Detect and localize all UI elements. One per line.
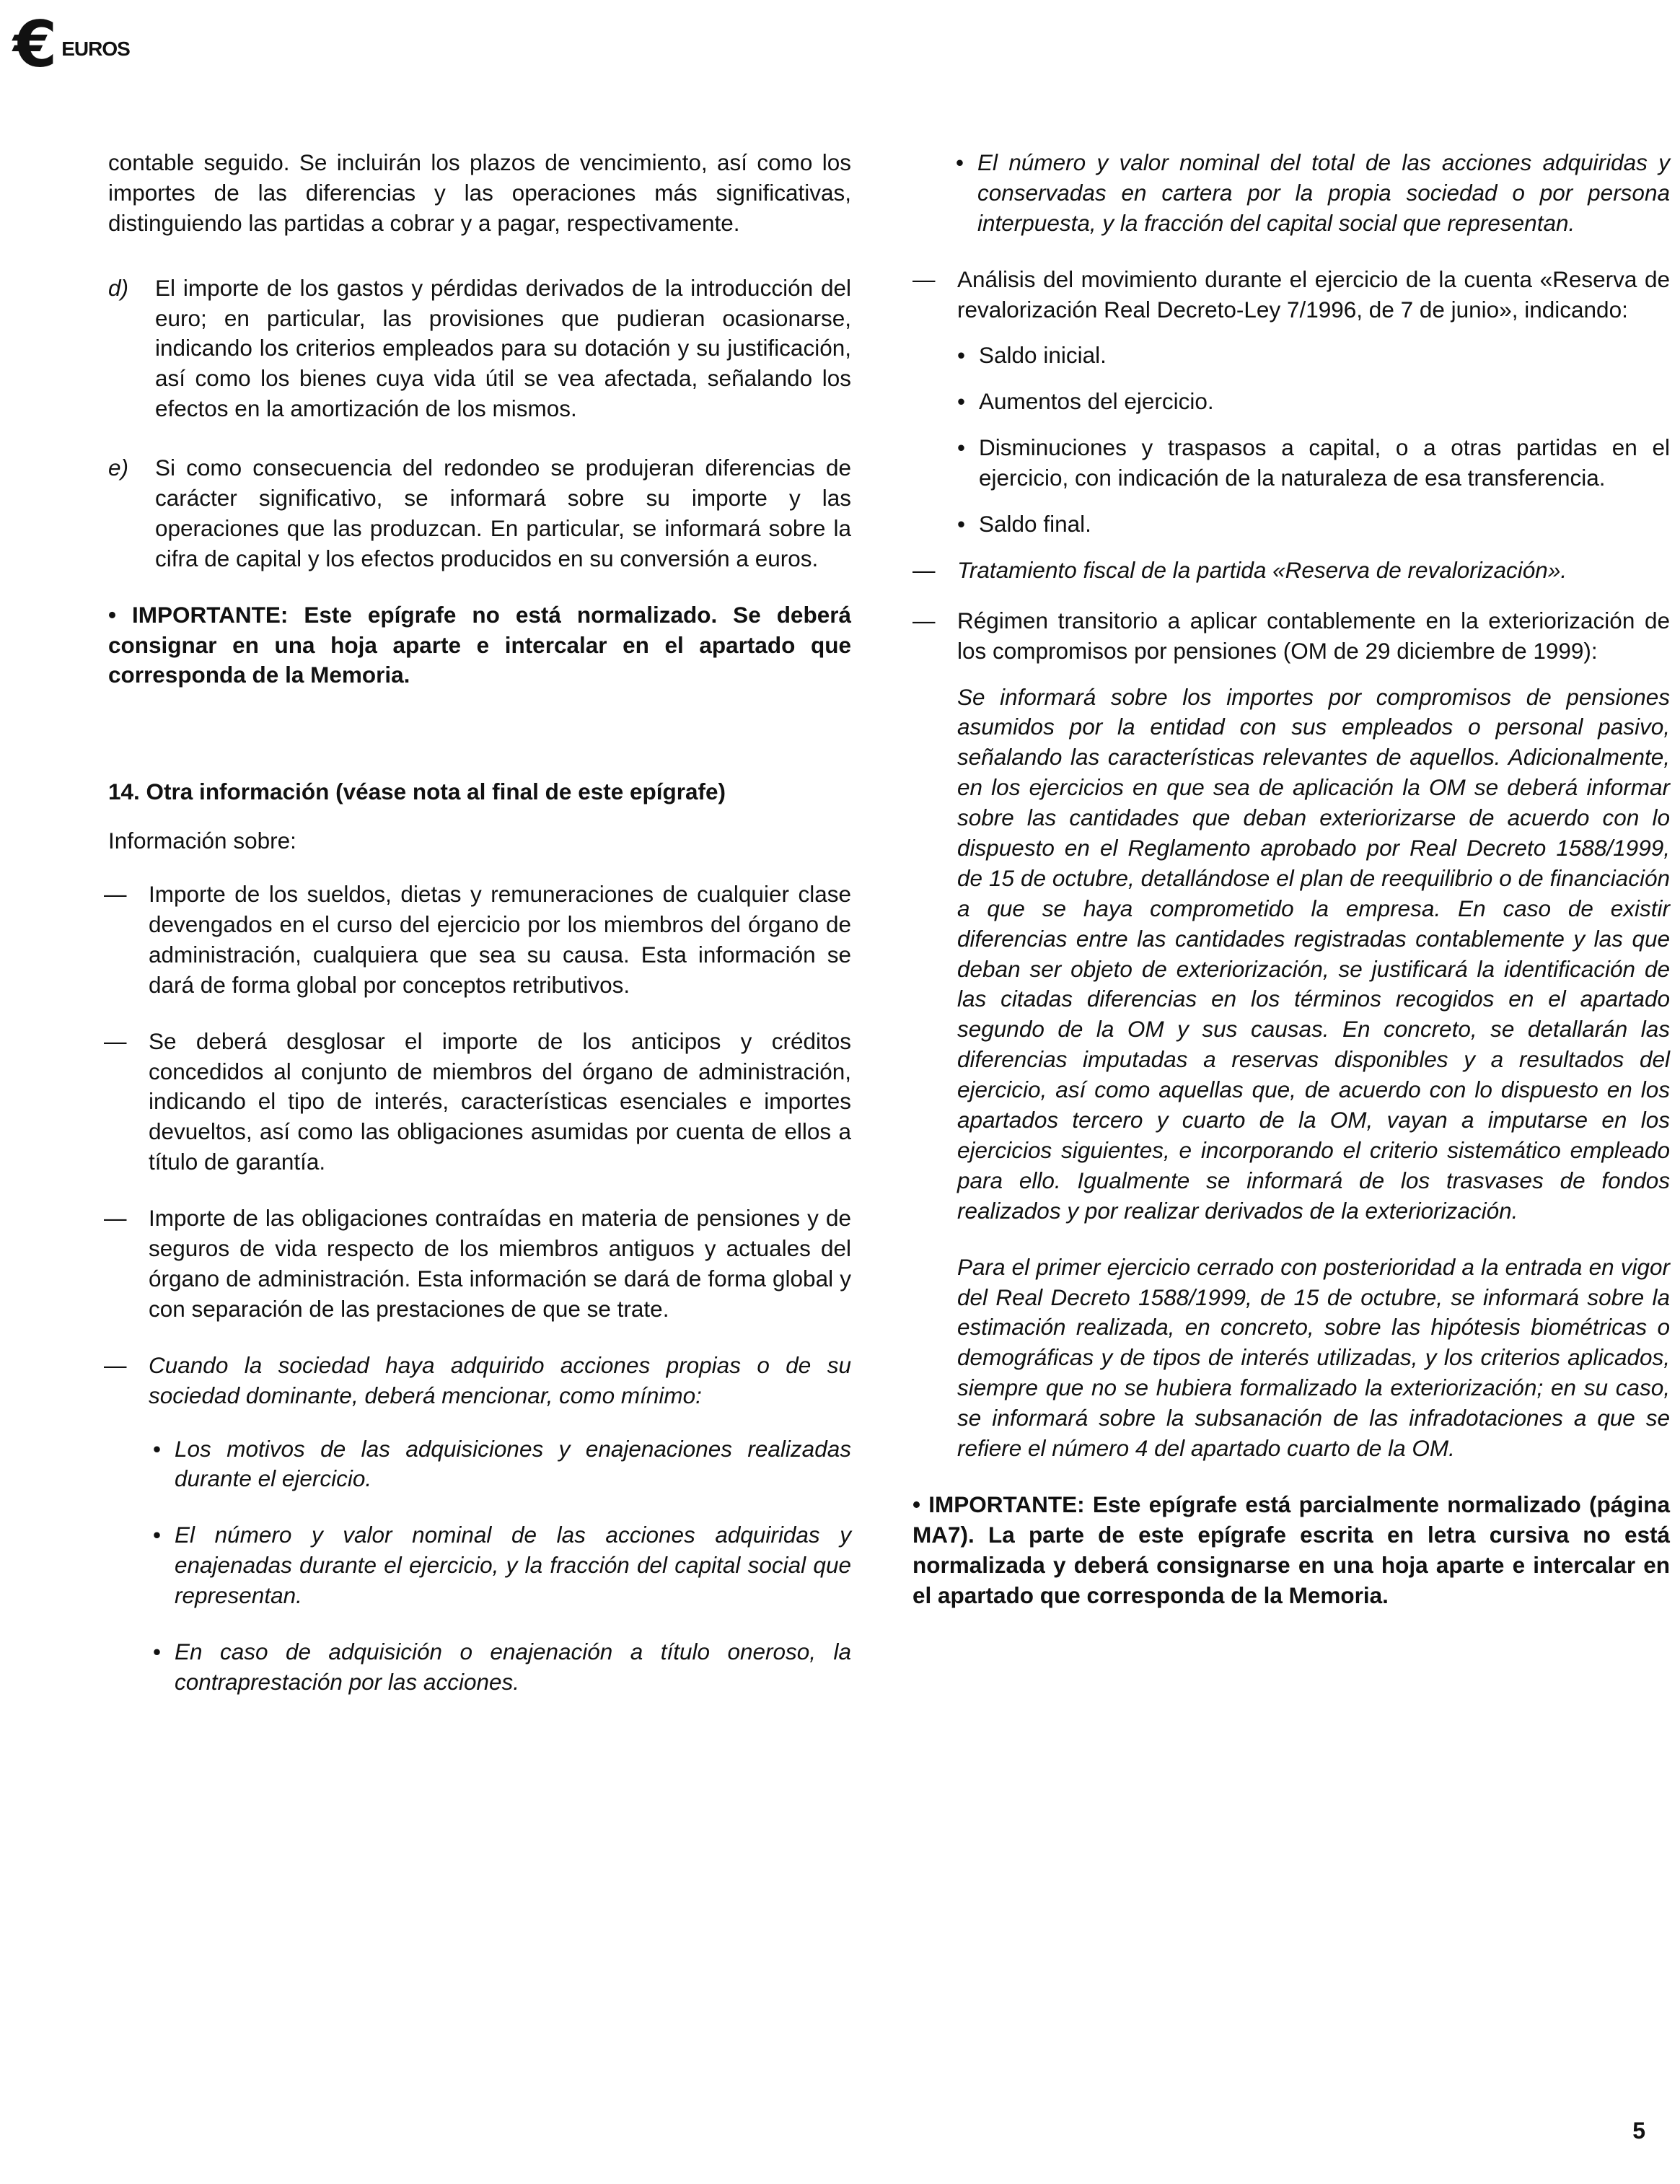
bullet-item bbox=[153, 1520, 851, 1611]
dash-item-text: Análisis del movimiento durante el ejercicio de la cuenta «Reserva de revalorización Real Decreto-Ley 7/1996, de 7 de junio», indicando: bbox=[957, 266, 1670, 323]
bullet-text: Saldo final. bbox=[979, 511, 1091, 538]
item-d-letter: d) bbox=[108, 274, 129, 301]
bullet-text: El número y valor nominal de las acciones adquiridas y enajenadas durante el ejercicio, y la fracción del capital social que representan. bbox=[175, 1522, 851, 1609]
bullet-marker: • bbox=[153, 1638, 162, 1665]
bullet-item bbox=[957, 509, 1670, 540]
bullet-text: Disminuciones y traspasos a capital, o a otras partidas en el ejercicio, con indicación de la naturaleza de esa transferencia. bbox=[979, 434, 1670, 491]
dash-item-acciones-propias bbox=[104, 1351, 851, 1411]
item-d-text: El importe de los gastos y pérdidas derivados de la introducción del euro; en particular, las provisiones que pudieran ocasionarse, indicando los criterios empleados para su dotación y su justificación, así como los bienes cuya vida útil se vea afectada, señalando los efectos en la amortización de los mismos. bbox=[155, 274, 851, 422]
dash-item-text: Importe de las obligaciones contraídas en materia de pensiones y de seguros de vida respecto de los miembros antiguos y actuales del órgano de administración. Esta información se dará de forma global y con separación de las prestaciones de que se trate. bbox=[149, 1205, 851, 1322]
bullet-text: En caso de adquisición o enajenación a título oneroso, la contraprestación por las acciones. bbox=[175, 1638, 851, 1695]
section-heading: 14. Otra información (véase nota al final de este epígrafe) bbox=[108, 779, 726, 805]
euro-logo-icon: € bbox=[13, 7, 58, 82]
dash-item-reserva bbox=[912, 265, 1670, 325]
bullet-text: Aumentos del ejercicio. bbox=[979, 388, 1214, 415]
important-note-right: • IMPORTANTE: Este epígrafe está parcialmente normalizado (página MA7). La parte de este epígrafe escrita en letra cursiva no está normalizada y deberá consignarse en una hoja aparte e intercalar en el apartado que corresponda de la Memoria. bbox=[912, 1491, 1670, 1608]
bullet-item bbox=[153, 1434, 851, 1495]
dash-item-text: Cuando la sociedad haya adquirido acciones propias o de su sociedad dominante, deberá mencionar, como mínimo: bbox=[149, 1351, 851, 1408]
dash-item-pensiones bbox=[104, 1203, 851, 1325]
bullet-text: Saldo inicial. bbox=[979, 342, 1107, 369]
item-e bbox=[108, 453, 851, 574]
dash-item-tratamiento-fiscal bbox=[912, 556, 1670, 586]
bullet-marker: • bbox=[957, 511, 966, 538]
italic-paragraph-pensiones: Se informará sobre los importes por compromisos de pensiones asumidos por la entidad con sus empleados o personal pasivo, señalando las características relevantes de aquellos. Adicionalmente, en los ejercicios en que sea de aplicación la OM se deberá informar sobre las cantidades que deban exteriorizarse de acuerdo con lo dispuesto en el Reglamento aprobado por Real Decreto 1588/1999, de 15 de octubre, detallándose el plan de reequilibrio o de financiación a que se haya comprometido la empresa. En caso de existir diferencias entre las cantidades registradas contablemente y las que deban ser objeto de exteriorización, se justificará la identificación de las citadas diferencias en los términos recogidos en el apartado segundo de la OM y sus causas. En concreto, se detallarán las diferencias imputadas a reservas disponibles y a resultados del ejercicio, así como aquellas que, de acuerdo con lo dispuesto en los apartados tercero y cuarto de la OM, vayan a imputarse en los ejercicios siguientes, e incorporando el criterio sistemático empleado para ello. Igualmente se informará de los trasvases de fondos realizados y por realizar derivados de la exteriorización. bbox=[957, 683, 1670, 1224]
dash-marker: — bbox=[912, 266, 936, 292]
bullet-item bbox=[957, 341, 1670, 371]
bullet-text: El número y valor nominal del total de las acciones adquiridas y conservadas en cartera por la propia sociedad o por persona interpuesta, y la fracción del capital social que representan. bbox=[977, 149, 1670, 236]
right-column bbox=[912, 148, 1670, 1610]
dash-marker: — bbox=[104, 1027, 127, 1054]
bullet-marker: • bbox=[957, 342, 966, 369]
dash-item-regimen-transitorio bbox=[912, 606, 1670, 667]
item-d bbox=[108, 273, 851, 424]
dash-item-text: Importe de los sueldos, dietas y remuneraciones de cualquier clase devengados en el curso del ejercicio por los miembros del órgano de administración, cualquiera que sea su causa. Esta información se dará de forma global por conceptos retributivos. bbox=[149, 881, 851, 998]
dash-item-anticipos bbox=[104, 1027, 851, 1177]
dash-marker: — bbox=[104, 881, 127, 908]
continued-paragraph: contable seguido. Se incluirán los plazos de vencimiento, así como los importes de las diferencias y las operaciones más significativas, distinguiendo las partidas a cobrar y a pagar, respectivamente. bbox=[108, 149, 851, 236]
bullet-item bbox=[957, 387, 1670, 417]
bullet-item bbox=[956, 148, 1670, 239]
bullet-item bbox=[957, 433, 1670, 494]
dash-marker: — bbox=[104, 1205, 127, 1232]
bullet-marker: • bbox=[956, 149, 964, 175]
dash-item-sueldos bbox=[104, 880, 851, 1001]
item-e-text: Si como consecuencia del redondeo se produjeran diferencias de carácter significativo, se informará sobre su importe y las operaciones que las produzcan. En particular, se informará sobre la cifra de capital y los efectos producidos en su conversión a euros. bbox=[155, 455, 851, 571]
dash-marker: — bbox=[912, 607, 936, 633]
section-intro: Información sobre: bbox=[108, 828, 296, 854]
dash-item-text: Régimen transitorio a aplicar contablemente en la exteriorización de los compromisos por pensiones (OM de 29 diciembre de 1999): bbox=[957, 607, 1670, 664]
bullet-marker: • bbox=[957, 434, 966, 461]
dash-item-text: Se deberá desglosar el importe de los anticipos y créditos concedidos al conjunto de miembros del órgano de administración, indicando el tipo de interés, características esenciales e importes devueltos, así como las obligaciones asumidas por cuenta de ellos a título de garantía. bbox=[149, 1027, 851, 1175]
bullet-item bbox=[153, 1637, 851, 1698]
italic-paragraph-primer-ejercicio: Para el primer ejercicio cerrado con posterioridad a la entrada en vigor del Real Decreto 1588/1999, de 15 de octubre, se informará sobre la estimación realizada, en concreto, sobre las hipótesis biométricas o demográficas y de tipos de interés utilizadas, y los criterios aplicados, siempre que no se hubiera formalizado la exteriorización; en su caso, se informará sobre la subsanación de las infradotaciones a que se refiere el número 4 del apartado cuarto de la OM. bbox=[957, 1253, 1670, 1461]
bullet-marker: • bbox=[957, 388, 966, 415]
dash-marker: — bbox=[104, 1351, 127, 1378]
bullet-marker: • bbox=[153, 1435, 162, 1462]
dash-item-text: Tratamiento fiscal de la partida «Reserva de revalorización». bbox=[957, 556, 1567, 583]
left-column bbox=[104, 148, 851, 1698]
important-note-left: • IMPORTANTE: Este epígrafe no está normalizado. Se deberá consignar en una hoja aparte e intercalar en el apartado que corresponda de la Memoria. bbox=[108, 601, 851, 688]
bullet-marker: • bbox=[153, 1522, 162, 1548]
page-number: 5 bbox=[1632, 2118, 1645, 2144]
brand-label: EUROS bbox=[61, 38, 130, 60]
item-e-letter: e) bbox=[108, 455, 129, 481]
bullet-text: Los motivos de las adquisiciones y enajenaciones realizadas durante el ejercicio. bbox=[175, 1435, 851, 1492]
page-header bbox=[13, 7, 130, 82]
dash-marker: — bbox=[912, 556, 936, 583]
